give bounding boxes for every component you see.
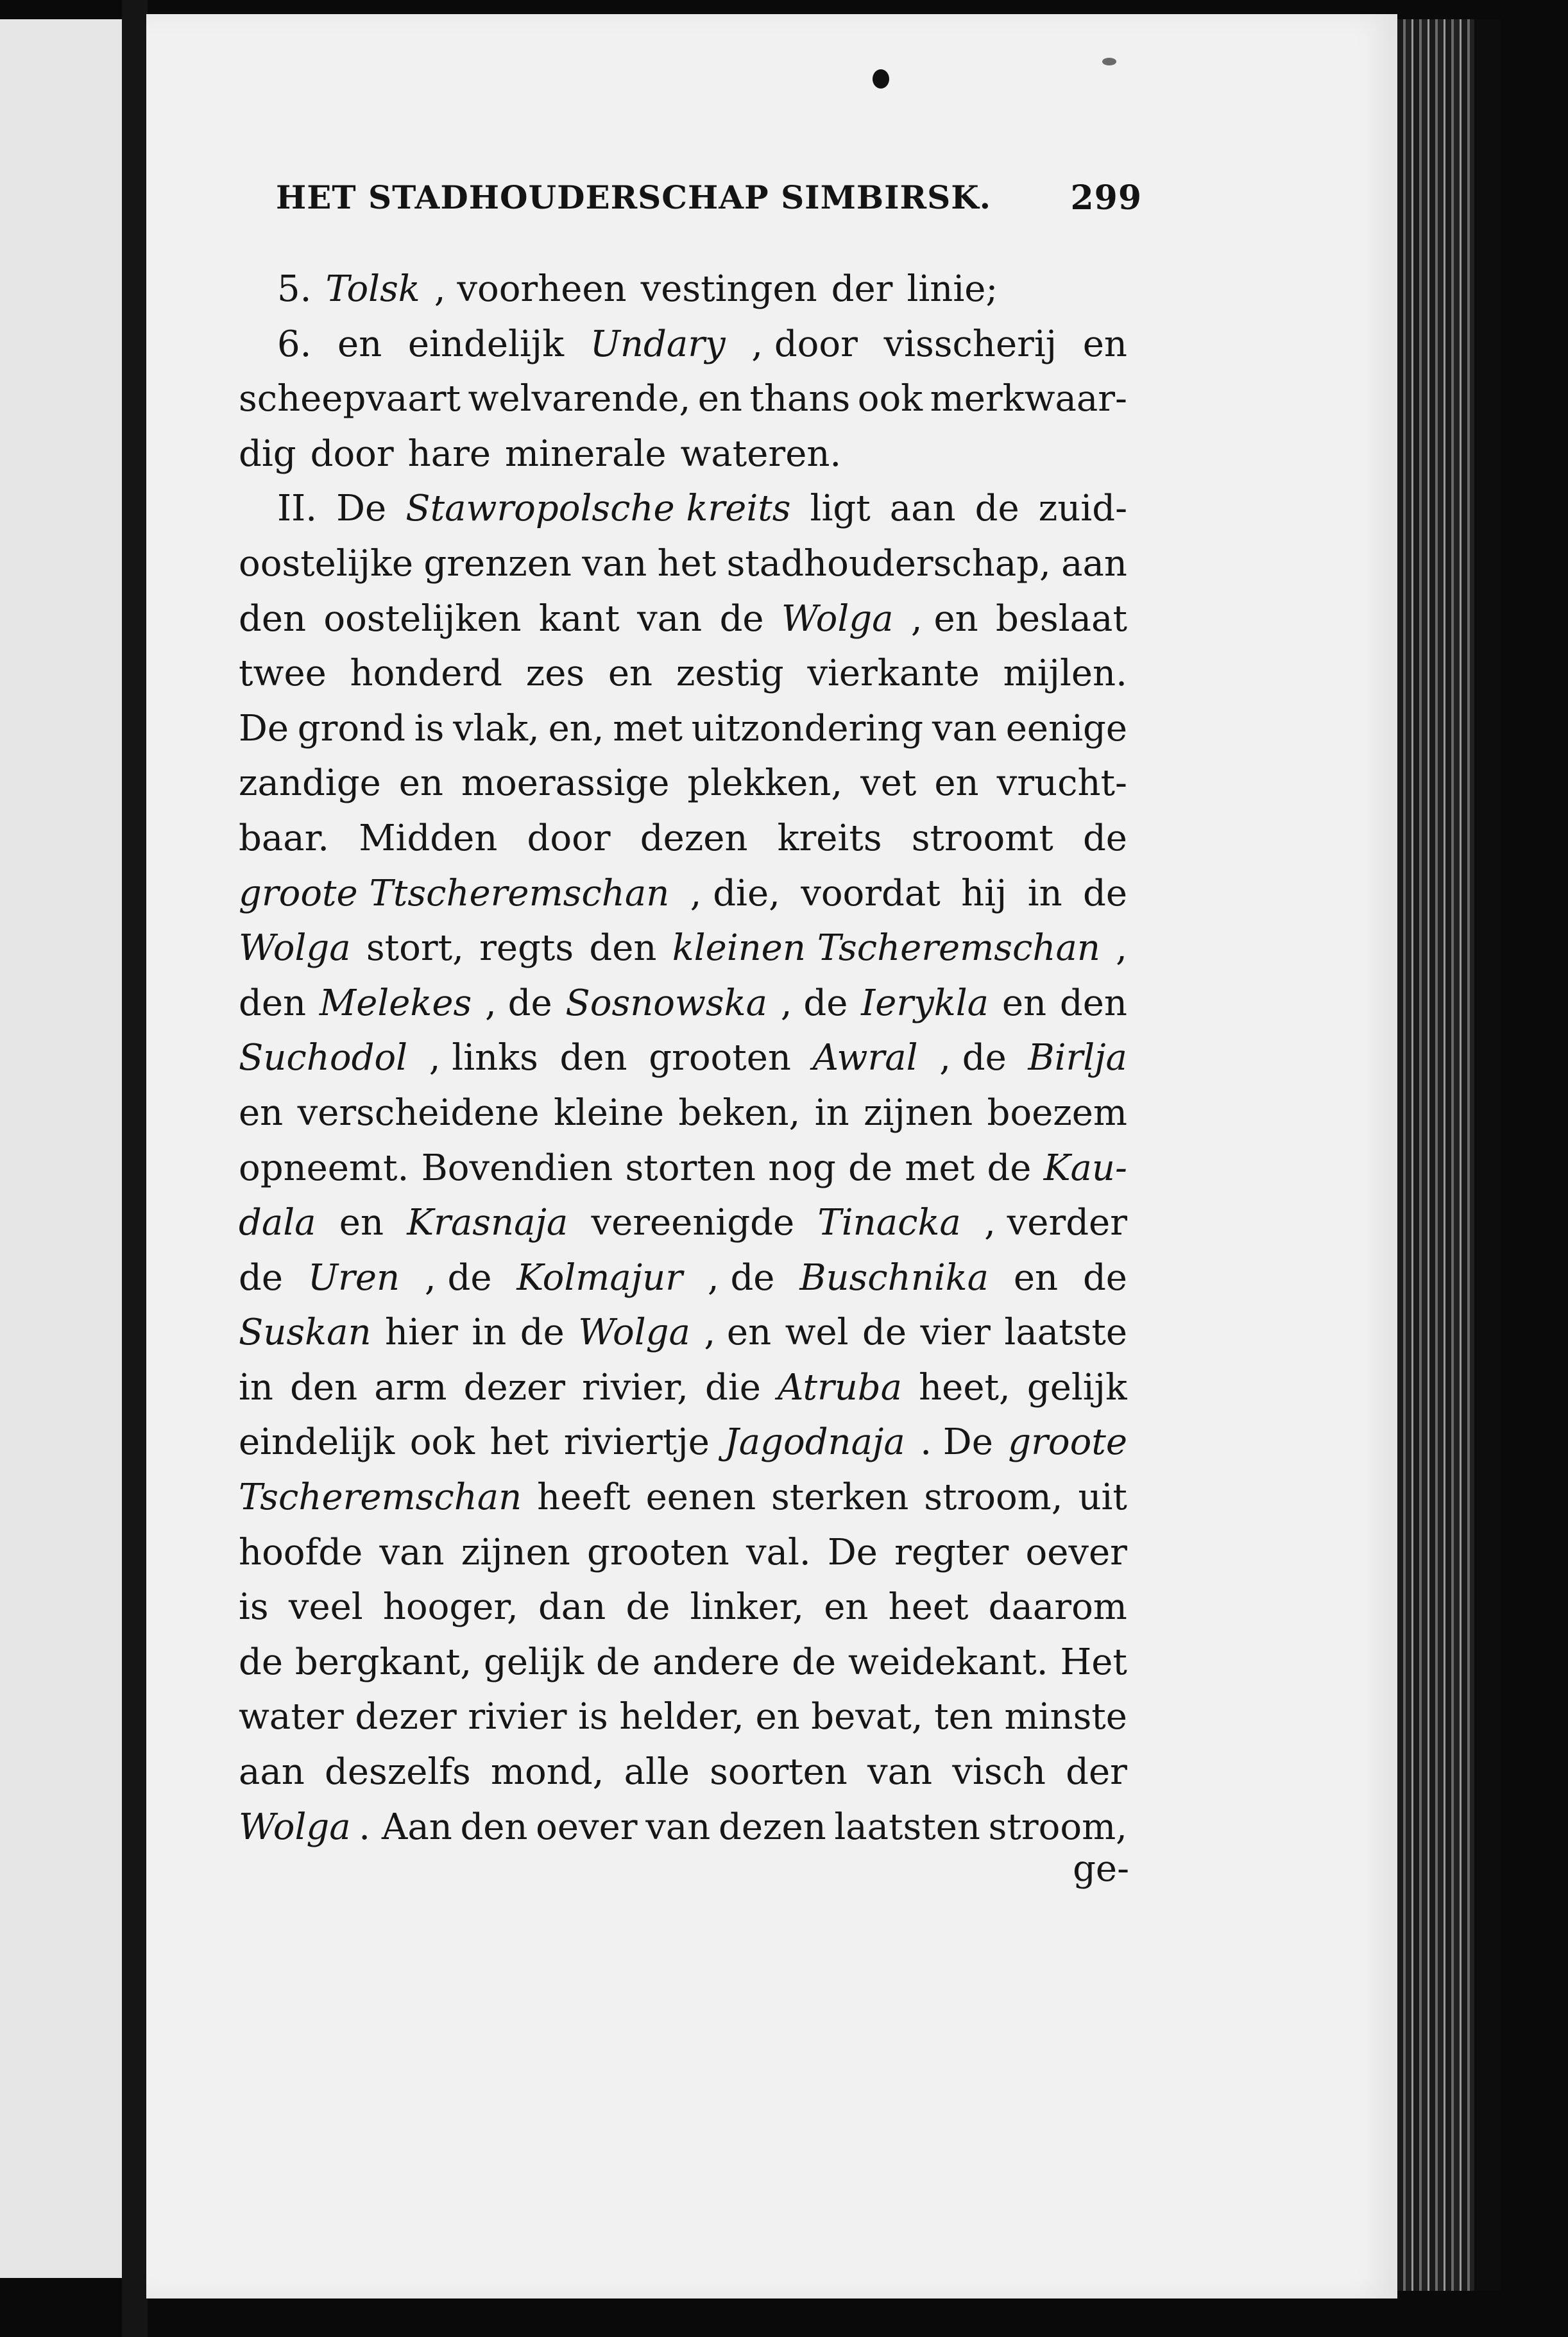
word: beken, bbox=[678, 1091, 801, 1134]
word: Suskan bbox=[239, 1312, 371, 1354]
word: de bbox=[595, 1641, 640, 1683]
word: Tscheremschan bbox=[239, 1477, 522, 1519]
word: verscheidene bbox=[297, 1091, 540, 1134]
word: , de bbox=[780, 982, 848, 1024]
paper-speck bbox=[1102, 58, 1116, 65]
word: baar. bbox=[239, 817, 330, 859]
text-line bbox=[239, 1305, 1127, 1360]
word: en bbox=[239, 1091, 284, 1134]
word: en, bbox=[548, 707, 604, 749]
word: wateren. bbox=[680, 432, 842, 475]
word: Melekes bbox=[319, 982, 472, 1024]
word: heet, bbox=[919, 1366, 1010, 1408]
word: daarom bbox=[988, 1586, 1127, 1629]
text-line bbox=[239, 1415, 1127, 1470]
word: zijnen bbox=[864, 1091, 973, 1134]
text-line bbox=[239, 1195, 1127, 1251]
word: en bbox=[1001, 982, 1047, 1024]
word: stadhouderschap, bbox=[726, 542, 1051, 585]
word: van bbox=[582, 542, 647, 585]
word: linie; bbox=[907, 268, 998, 310]
word: Wolga bbox=[781, 597, 894, 640]
word: en bbox=[697, 378, 742, 420]
word: dezer bbox=[355, 1696, 457, 1738]
word: den bbox=[290, 1366, 358, 1408]
text-line bbox=[239, 262, 1127, 317]
word: de bbox=[862, 1312, 907, 1354]
word: Kau- bbox=[1043, 1147, 1127, 1189]
word: stroom, bbox=[988, 1806, 1127, 1848]
word: kleine bbox=[553, 1091, 665, 1134]
word: De bbox=[827, 1531, 878, 1573]
word: soorten bbox=[710, 1751, 848, 1793]
word: hij bbox=[961, 872, 1007, 914]
text-line bbox=[239, 1360, 1127, 1416]
word: mond, bbox=[490, 1751, 604, 1793]
word: zestig bbox=[676, 653, 784, 695]
word: laatste bbox=[1004, 1312, 1127, 1354]
word: in bbox=[472, 1312, 507, 1354]
word: grenzen bbox=[423, 542, 572, 585]
word: hooger, bbox=[382, 1586, 518, 1629]
word: , en bbox=[910, 597, 978, 640]
word: , voorheen bbox=[434, 268, 627, 310]
word: en bbox=[337, 323, 382, 365]
word: deszelfs bbox=[325, 1751, 471, 1793]
text-line bbox=[239, 372, 1127, 427]
word: scheepvaart bbox=[239, 378, 461, 420]
word: Buschnika bbox=[799, 1256, 989, 1299]
word: , de bbox=[939, 1037, 1007, 1079]
word: hoofde bbox=[239, 1531, 363, 1573]
word: het bbox=[490, 1421, 549, 1464]
word: regter bbox=[894, 1531, 1009, 1573]
word: grond bbox=[297, 707, 406, 749]
catchword: ge- bbox=[1073, 1848, 1129, 1890]
word: mijlen. bbox=[1003, 653, 1127, 695]
word: Het bbox=[1060, 1641, 1127, 1683]
word: , bbox=[1116, 927, 1127, 970]
word: den bbox=[1059, 982, 1127, 1024]
word: is bbox=[414, 707, 445, 749]
word: in bbox=[239, 1366, 273, 1408]
word: die bbox=[704, 1366, 761, 1408]
word: de bbox=[975, 488, 1019, 530]
word: in bbox=[814, 1091, 849, 1134]
word: Sosnowska bbox=[565, 982, 767, 1024]
word: kreits bbox=[777, 817, 882, 859]
word: zandige bbox=[239, 762, 381, 805]
word: Suchodol bbox=[239, 1037, 408, 1079]
text-line bbox=[239, 536, 1127, 592]
word: gelijk bbox=[1027, 1366, 1127, 1408]
word: Midden bbox=[359, 817, 498, 859]
word: en bbox=[755, 1696, 800, 1738]
word: vestingen bbox=[640, 268, 817, 310]
word: Wolga bbox=[578, 1312, 690, 1354]
word: van bbox=[932, 707, 997, 749]
ink-blot bbox=[873, 69, 889, 89]
word: oostelijke bbox=[239, 542, 414, 585]
word: andere bbox=[652, 1641, 780, 1683]
word: heet bbox=[888, 1586, 969, 1629]
word: Krasnaja bbox=[407, 1202, 568, 1244]
word: eindelijk bbox=[407, 323, 565, 365]
word: Tolsk bbox=[325, 268, 420, 310]
word: Wolga bbox=[239, 927, 351, 970]
word: en bbox=[824, 1586, 869, 1629]
word: de bbox=[1082, 1256, 1127, 1299]
word: val. bbox=[746, 1531, 811, 1573]
word: in bbox=[1027, 872, 1062, 914]
word: Jagodnaja bbox=[724, 1421, 905, 1464]
word: de bbox=[848, 1147, 893, 1189]
word: van bbox=[637, 597, 703, 640]
text-line bbox=[239, 1031, 1127, 1086]
text-line bbox=[239, 427, 1127, 482]
word: . Aan bbox=[359, 1806, 452, 1848]
word: voordat bbox=[801, 872, 941, 914]
text-line bbox=[239, 1800, 1127, 1855]
word: der bbox=[831, 268, 893, 310]
page-number: 299 bbox=[1070, 178, 1142, 218]
facing-page-edge bbox=[0, 19, 131, 2278]
word: Undary bbox=[590, 323, 726, 365]
word: uit bbox=[1078, 1477, 1127, 1519]
word: de bbox=[520, 1312, 565, 1354]
text-line bbox=[239, 1470, 1127, 1525]
word: aan bbox=[239, 1751, 305, 1793]
word: bevat, bbox=[811, 1696, 923, 1738]
word: door bbox=[527, 817, 611, 859]
running-title: HET STADHOUDERSCHAP SIMBIRSK. bbox=[276, 178, 992, 216]
word: grooten bbox=[586, 1531, 729, 1573]
word: ook bbox=[409, 1421, 475, 1464]
word: den bbox=[460, 1806, 528, 1848]
word: van bbox=[379, 1531, 445, 1573]
word: regts bbox=[479, 927, 574, 970]
word: aan bbox=[1061, 542, 1127, 585]
word: bergkant, bbox=[294, 1641, 472, 1683]
word: van bbox=[645, 1806, 711, 1848]
word: heeft bbox=[537, 1477, 631, 1519]
word: Birlja bbox=[1028, 1037, 1127, 1079]
word: helder, bbox=[619, 1696, 744, 1738]
text-line bbox=[239, 921, 1127, 976]
word: vrucht- bbox=[996, 762, 1127, 805]
word: arm bbox=[374, 1366, 447, 1408]
text-line bbox=[239, 1086, 1127, 1141]
word: visch bbox=[952, 1751, 1046, 1793]
word: , en bbox=[704, 1312, 772, 1354]
word: , verder bbox=[984, 1202, 1127, 1244]
word: dig bbox=[239, 432, 296, 475]
word: kleinen Tscheremschan bbox=[672, 927, 1100, 970]
word: en bbox=[608, 653, 653, 695]
word: riviertje bbox=[563, 1421, 710, 1464]
word: aan bbox=[889, 488, 956, 530]
word: honderd bbox=[350, 653, 502, 695]
word: dala bbox=[239, 1202, 316, 1244]
word: stort, bbox=[366, 927, 464, 970]
word: van bbox=[867, 1751, 933, 1793]
word: den bbox=[589, 927, 657, 970]
word: de bbox=[792, 1641, 837, 1683]
word: de bbox=[719, 597, 764, 640]
word: en bbox=[398, 762, 443, 805]
word: ten bbox=[934, 1696, 993, 1738]
word: alle bbox=[624, 1751, 690, 1793]
word: laatsten bbox=[834, 1806, 980, 1848]
text-line bbox=[239, 866, 1127, 921]
word: Stawropolsche kreits bbox=[405, 488, 791, 530]
text-line bbox=[239, 1580, 1127, 1635]
word: oever bbox=[536, 1806, 638, 1848]
word: , de bbox=[485, 982, 552, 1024]
page-block-edges bbox=[1397, 19, 1500, 2291]
text-line bbox=[239, 481, 1127, 536]
text-line bbox=[239, 756, 1127, 811]
word: de bbox=[1083, 872, 1127, 914]
word: Wolga bbox=[239, 1806, 351, 1848]
text-line bbox=[239, 1635, 1127, 1690]
word: met bbox=[613, 707, 683, 749]
word: ligt bbox=[810, 488, 871, 530]
text-line bbox=[239, 701, 1127, 757]
word: zijnen bbox=[461, 1531, 570, 1573]
text-line bbox=[239, 1251, 1127, 1306]
word: vereenigde bbox=[591, 1202, 795, 1244]
word: hare bbox=[407, 432, 491, 475]
text-line bbox=[239, 317, 1127, 372]
word: de bbox=[1082, 817, 1127, 859]
word: dezer bbox=[463, 1366, 565, 1408]
word: is bbox=[239, 1586, 269, 1629]
word: Uren bbox=[307, 1256, 400, 1299]
word: , door bbox=[751, 323, 858, 365]
word: stroomt bbox=[911, 817, 1053, 859]
word: Kolmajur bbox=[516, 1256, 683, 1299]
word: nog bbox=[768, 1147, 836, 1189]
word: weidekant. bbox=[848, 1641, 1048, 1683]
word: linker, bbox=[690, 1586, 805, 1629]
word: gelijk bbox=[484, 1641, 584, 1683]
text-line bbox=[239, 1690, 1127, 1745]
word: . De bbox=[920, 1421, 993, 1464]
text-line bbox=[239, 1525, 1127, 1580]
text-line bbox=[239, 976, 1127, 1031]
word: zes bbox=[525, 653, 585, 695]
word: kant bbox=[538, 597, 620, 640]
scan-border bbox=[1474, 19, 1500, 2291]
word: boezem bbox=[987, 1091, 1127, 1134]
text-line bbox=[239, 646, 1127, 701]
word: der bbox=[1066, 1751, 1127, 1793]
word: 6. bbox=[277, 323, 312, 365]
text-line bbox=[239, 811, 1127, 866]
word: visscherij bbox=[883, 323, 1057, 365]
word: uitzondering bbox=[691, 707, 924, 749]
word: oostelijken bbox=[323, 597, 522, 640]
word: grooten bbox=[649, 1037, 791, 1079]
word: twee bbox=[239, 653, 327, 695]
word: , de bbox=[707, 1256, 775, 1299]
word: plekken, bbox=[687, 762, 843, 805]
word: Ierykla bbox=[861, 982, 989, 1024]
text-line bbox=[239, 592, 1127, 647]
text-line bbox=[239, 1141, 1127, 1196]
word: Tinacka bbox=[817, 1202, 961, 1244]
word: minerale bbox=[505, 432, 667, 475]
word: Awral bbox=[812, 1037, 918, 1079]
word: thans bbox=[749, 378, 851, 420]
word: veel bbox=[288, 1586, 363, 1629]
word: zuid- bbox=[1038, 488, 1127, 530]
word: 5. bbox=[277, 268, 312, 310]
word: door bbox=[310, 432, 394, 475]
word: , links bbox=[429, 1037, 538, 1079]
word: en bbox=[1013, 1256, 1059, 1299]
word: stroom, bbox=[924, 1477, 1063, 1519]
word: moerassige bbox=[461, 762, 670, 805]
word: en bbox=[1082, 323, 1127, 365]
word: het bbox=[657, 542, 717, 585]
word: wel bbox=[785, 1312, 849, 1354]
word: vierkante bbox=[807, 653, 980, 695]
word: opneemt. bbox=[239, 1147, 409, 1189]
word: beslaat bbox=[996, 597, 1127, 640]
body-text bbox=[239, 262, 1127, 1854]
word: dan bbox=[538, 1586, 606, 1629]
text-line bbox=[239, 1745, 1127, 1800]
word: hier bbox=[385, 1312, 458, 1354]
word: De bbox=[239, 707, 289, 749]
word: de bbox=[239, 1256, 283, 1299]
word: , de bbox=[424, 1256, 492, 1299]
word: eenige bbox=[1005, 707, 1127, 749]
word: met bbox=[905, 1147, 975, 1189]
word: en bbox=[934, 762, 979, 805]
word: de bbox=[626, 1586, 670, 1629]
word: water bbox=[239, 1696, 344, 1738]
word: oever bbox=[1025, 1531, 1127, 1573]
word: vier bbox=[920, 1312, 991, 1354]
word: storten bbox=[625, 1147, 756, 1189]
word: den bbox=[239, 597, 307, 640]
word: rivier, bbox=[582, 1366, 688, 1408]
word: groote Ttscheremschan bbox=[239, 872, 670, 914]
book-gutter bbox=[122, 0, 148, 2337]
word: ook bbox=[857, 378, 923, 420]
word: de bbox=[239, 1641, 283, 1683]
word: vet bbox=[860, 762, 917, 805]
word: de bbox=[987, 1147, 1032, 1189]
word: is bbox=[578, 1696, 608, 1738]
word: eindelijk bbox=[239, 1421, 395, 1464]
word: rivier bbox=[468, 1696, 567, 1738]
word: II. bbox=[277, 488, 318, 530]
word: welvarende, bbox=[468, 378, 691, 420]
word: merkwaar- bbox=[930, 378, 1127, 420]
word: eenen bbox=[645, 1477, 756, 1519]
word: den bbox=[559, 1037, 627, 1079]
word: minste bbox=[1004, 1696, 1127, 1738]
word: , die, bbox=[690, 872, 780, 914]
word: dezen bbox=[718, 1806, 826, 1848]
running-head bbox=[269, 173, 1142, 231]
word: dezen bbox=[640, 817, 748, 859]
word: den bbox=[239, 982, 307, 1024]
word: Atruba bbox=[777, 1366, 903, 1408]
word: en bbox=[339, 1202, 384, 1244]
word: Bovendien bbox=[421, 1147, 613, 1189]
word: vlak, bbox=[453, 707, 540, 749]
word: De bbox=[336, 488, 387, 530]
word: sterken bbox=[771, 1477, 909, 1519]
word: groote bbox=[1008, 1421, 1127, 1464]
